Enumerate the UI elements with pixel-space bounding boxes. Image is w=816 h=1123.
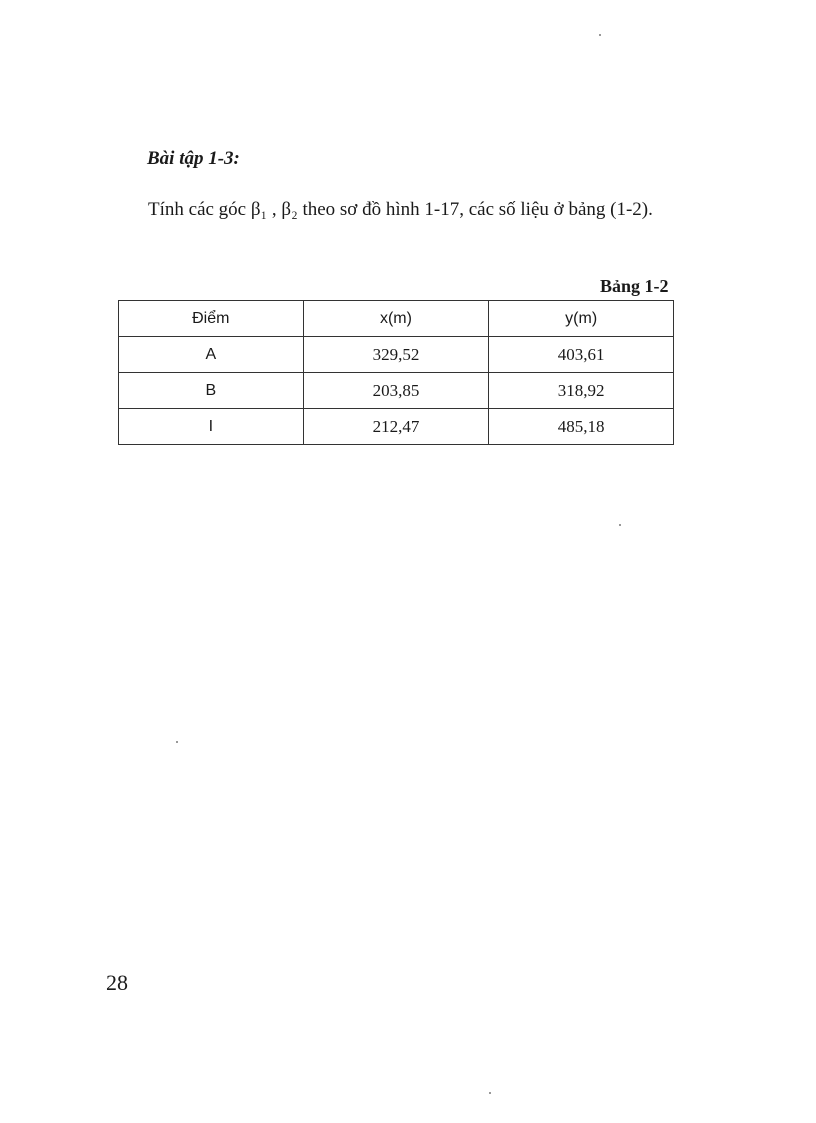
table-header-row — [119, 301, 674, 337]
cell-y: 485,18 — [489, 409, 674, 445]
exercise-title: Bài tập 1-3: — [147, 148, 240, 169]
cell-y: 318,92 — [489, 373, 674, 409]
cell-x: 329,52 — [303, 337, 489, 373]
scan-speck — [619, 524, 621, 526]
table-row — [119, 337, 674, 373]
table-caption: Bảng 1-2 — [600, 276, 669, 296]
cell-x: 212,47 — [303, 409, 489, 445]
scan-speck — [176, 741, 178, 743]
cell-y: 403,61 — [489, 337, 674, 373]
scan-speck — [599, 34, 601, 36]
cell-point: I — [119, 409, 304, 445]
cell-point: B — [119, 373, 304, 409]
exercise-prompt: Tính các góc β₁ , β₂ theo sơ đồ hình 1-17, các số liệu ở bảng (1-2). — [148, 199, 653, 220]
cell-point: A — [119, 337, 304, 373]
coordinates-table — [118, 300, 674, 445]
header-point: Điểm — [119, 301, 304, 337]
table-row — [119, 373, 674, 409]
cell-x: 203,85 — [303, 373, 489, 409]
header-x: x(m) — [303, 301, 489, 337]
page-number: 28 — [106, 970, 128, 995]
header-y: y(m) — [489, 301, 674, 337]
scan-speck — [489, 1092, 491, 1094]
table-row — [119, 409, 674, 445]
